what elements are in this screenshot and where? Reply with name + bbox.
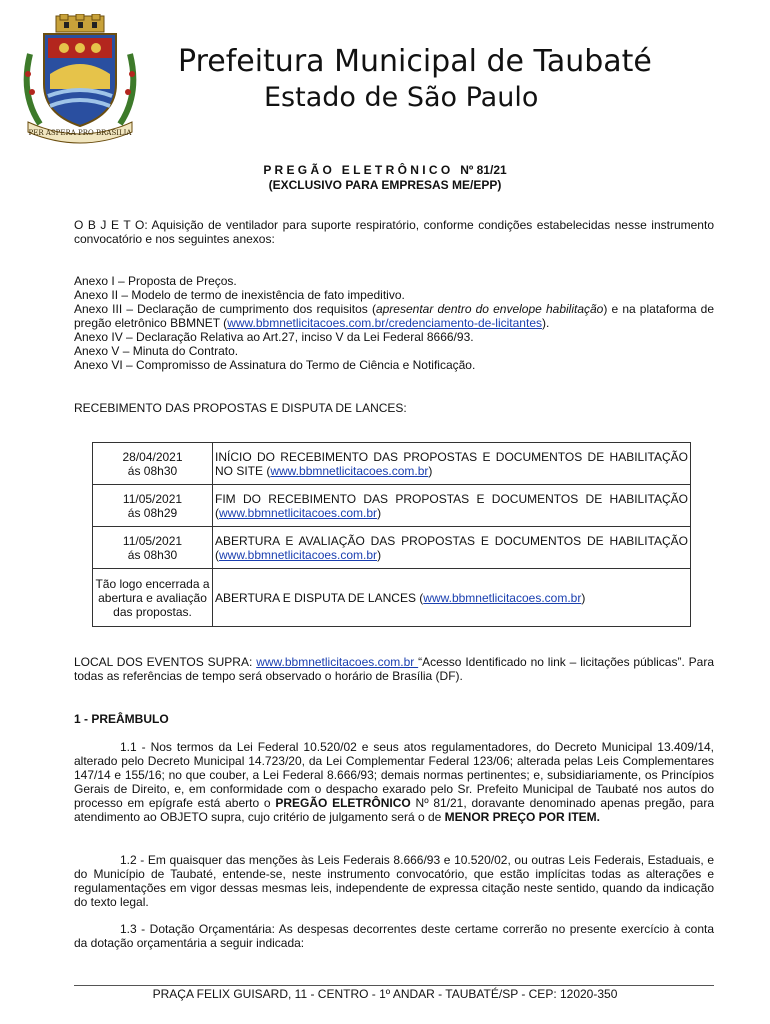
schedule-link[interactable]: www.bbmnetlicitacoes.com.br [423,590,582,605]
anexo-6: Anexo VI – Compromisso de Assinatura do Termo de Ciência e Notificação. [74,358,476,372]
schedule-desc-cell: ABERTURA E DISPUTA DE LANCES (www.bbmnetlicitacoes.com.br) [213,569,691,627]
crest-motto: PER ASPERA PRO BRASILIA [28,129,132,137]
schedule-date-cell: Tão logo encerrada a abertura e avaliação das propostas. [93,569,213,627]
anexos-list [74,274,714,372]
table-row [93,443,691,485]
schedule-link[interactable]: www.bbmnetlicitacoes.com.br [219,505,378,520]
table-row [93,527,691,569]
anexo-2: Anexo II – Modelo de termo de inexistência de fato impeditivo. [74,288,405,302]
schedule-date-cell: 11/05/2021 ás 08h30 [93,527,213,569]
schedule-link[interactable]: www.bbmnetlicitacoes.com.br [270,463,429,478]
municipal-crest-logo [20,14,140,146]
doc-subheading: (EXCLUSIVO PARA EMPRESAS ME/EPP) [268,178,502,192]
objeto-paragraph: O B J E T O: Aquisição de ventilador para suporte respiratório, conforme condições estabelecidas nesse instrumento convocatório e nos seguintes anexos: [74,218,714,246]
table-row [93,485,691,527]
recebimento-heading: RECEBIMENTO DAS PROPOSTAS E DISPUTA DE LANCES: [74,401,407,415]
page-title: Prefeitura Municipal de Taubaté [178,44,652,79]
schedule-desc-cell: INÍCIO DO RECEBIMENTO DAS PROPOSTAS E DOCUMENTOS DE HABILITAÇÃO NO SITE (www.bbmnetlicitacoes.com.br) [213,443,691,485]
schedule-date-cell: 11/05/2021 ás 08h29 [93,485,213,527]
anexo-3-link[interactable]: www.bbmnetlicitacoes.com.br/credenciamento-de-licitantes [227,316,542,330]
preambulo-title: 1 - PREÂMBULO [74,712,169,726]
footer-address: PRAÇA FELIX GUISARD, 11 - CENTRO - 1º ANDAR - TAUBATÉ/SP - CEP: 12020-350 [152,987,618,1001]
footer-divider [74,985,714,986]
schedule-desc-cell: ABERTURA E AVALIAÇÃO DAS PROPOSTAS E DOCUMENTOS DE HABILITAÇÃO (www.bbmnetlicitacoes.com.br) [213,527,691,569]
local-link[interactable]: www.bbmnetlicitacoes.com.br [256,655,419,669]
table-row [93,569,691,627]
anexo-4: Anexo IV – Declaração Relativa ao Art.27, inciso V da Lei Federal 8666/93. [74,330,474,344]
schedule-table [92,442,691,627]
anexo-1: Anexo I – Proposta de Preços. [74,274,237,288]
paragraph-1-2: 1.2 - Em quaisquer das menções às Leis Federais 8.666/93 e 10.520/02, ou outras Leis Federais, Estaduais, e do Município de Taubaté, entende-se, neste instrumento convocatório, que estão implícitas todas as alterações e regulamentações em vigor dessas mesmas leis, independente de expressa citação neste sentido, quando da indicação do texto legal. [74,853,714,909]
page-subtitle: Estado de São Paulo [264,82,539,113]
doc-heading: P R E G Ã O E L E T R Ô N I C O Nº 81/21 [263,163,507,177]
paragraph-1-3: 1.3 - Dotação Orçamentária: As despesas decorrentes deste certame correrão no presente exercício à conta da dotação orçamentária a seguir indicada: [74,922,714,950]
paragraph-1-1: 1.1 - Nos termos da Lei Federal 10.520/02 e seus atos regulamentadores, do Decreto Municipal 13.409/14, alterado pelo Decreto Municipal 14.723/20, da Lei Complementar Federal 123/06; alterada pelas Leis Complementares 147/14 e 155/16; no que couber, a Lei Federal 8.666/93; demais normas pertinentes; e, subsidiariamente, os Princípios Gerais de Direito, e, em conformidade com o despacho exarado pelo Sr. Prefeito Municipal de Taubaté nos autos do processo em epígrafe está aberto o PREGÃO ELETRÔNICO Nº 81/21, doravante denominado apenas pregão, para atendimento ao OBJETO supra, cujo critério de julgamento será o de MENOR PREÇO POR ITEM. [74,740,714,824]
anexo-3: Anexo III – Declaração de cumprimento dos requisitos (apresentar dentro do envelope habilitação) e na plataforma de pregão eletrônico BBMNET (www.bbmnetlicitacoes.com.br/credenciamento-de-licitantes). [74,302,714,330]
local-eventos-paragraph: LOCAL DOS EVENTOS SUPRA: www.bbmnetlicitacoes.com.br “Acesso Identificado no link – licitações públicas”. Para todas as referências de tempo será observado o horário de Brasília (DF). [74,655,715,683]
schedule-link[interactable]: www.bbmnetlicitacoes.com.br [219,547,378,562]
anexo-5: Anexo V – Minuta do Contrato. [74,344,239,358]
schedule-date-cell: 28/04/2021 ás 08h30 [93,443,213,485]
schedule-desc-cell: FIM DO RECEBIMENTO DAS PROPOSTAS E DOCUMENTOS DE HABILITAÇÃO (www.bbmnetlicitacoes.com.br) [213,485,691,527]
